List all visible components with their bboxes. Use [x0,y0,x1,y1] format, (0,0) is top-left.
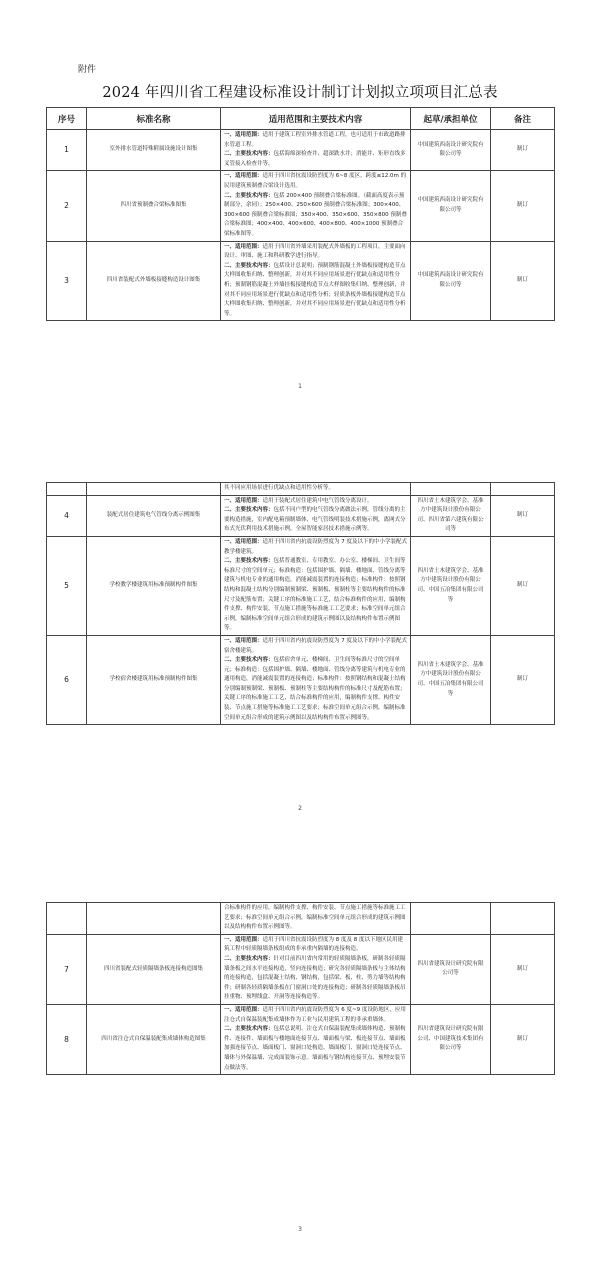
row-unit: 四川省土木建筑学会、基准方中建筑设计股份有限公司、中国五冶集团有限公司等 [411,635,491,724]
row-remark: 制订 [491,934,555,1004]
row-remark: 制订 [491,635,555,724]
tech-label: 二、主要技术内容： [224,955,274,962]
row-unit: 四川省土木建筑学会、基准方中建筑设计股份有限公司、四川省第六建筑有限公司等 [411,495,491,536]
row-unit: 四川省土木建筑学会、基准方中建筑设计股份有限公司、中国五冶集团有限公司等 [411,536,491,635]
continuation-text: 合标准构件的应用，编制构件支撑、构件安装、节点施工措施等标准施工工艺要求；标准空间单元组合示例，编制标准空间单元组合形成的建筑示例图以及结构构件布置示例图等。 [221,903,411,935]
table-header-row [47,108,555,130]
row-scope [221,536,411,635]
scope-text: 适用于建筑工程室外排水管道工程，也可适用于市政道路排水管道工程。 [224,132,406,148]
summary-table-page-2 [46,482,555,725]
tech-label: 二、主要技术内容： [224,262,274,269]
row-name: 学校教学楼建筑用标准预制构件图集 [87,536,221,635]
header-unit: 起草/承担单位 [411,108,491,130]
row-scope [221,934,411,1004]
scope-label: 一、适用范围： [224,132,263,138]
row-no: 4 [47,495,87,536]
scope-label: 一、适用范围： [224,936,263,943]
page-number: 3 [298,1226,302,1233]
row-name: 四川省注仓式自保温装配集成墙体构造图集 [87,1004,221,1074]
row-no: 1 [47,130,87,171]
scope-text: 适用于四川省抗震设防烈度为 6~8 度区，跨度≤12.0m 的民用建筑预制叠合梁设计选用。 [224,173,407,189]
table-row [47,130,555,171]
page-1 [0,0,600,420]
table-row [47,171,555,241]
row-unit: 中国建筑西南设计研究院有限公司等 [411,241,491,321]
row-remark: 制订 [491,536,555,635]
row-remark: 制订 [491,171,555,241]
page-number: 1 [298,383,302,390]
page-number: 2 [298,805,302,812]
row-remark: 制订 [491,241,555,321]
row-no: 6 [47,635,87,724]
table-row [47,934,555,1004]
page-2 [0,420,600,840]
table-row [47,536,555,635]
row-scope [221,1004,411,1074]
row-no: 7 [47,934,87,1004]
scope-text: 适用于四川省外墙采用装配式外墙板的工程项目，主要面向设计、审图、施工和科研教学进行指导。 [224,243,406,260]
tech-text: 包括海绵深检查井、超深跌水井；消能井、矩形直线多叉管接入检查井等。 [224,151,406,167]
tech-label: 二、主要技术内容： [224,1026,274,1033]
scope-label: 一、适用范围： [224,538,263,545]
scope-label: 一、适用范围： [224,1006,263,1013]
continuation-row [47,903,555,935]
scope-text: 适用于四川省内抗震设防烈度为 6 度~9 度设防地区，应用注仓式自保温装配集成墙体作为工业与民用建筑工程的非承重墙体。 [224,1006,406,1023]
continuation-text: 其不同应用场景进行优缺点和适用性分析等。 [221,483,411,496]
tech-label: 二、主要技术内容： [224,558,274,565]
table-row [47,241,555,321]
tech-text: 针对目前四川省内常用的轻质隔墙条板，研制各轻质隔墙条板之间水平连接构造，竖向连接构造；研究各轻质隔墙条板与主体结构的连接构造，包括混凝土结构、钢结构，包括梁、板、柱、剪力墙等结构构件；研制各轻质隔墙条板在门窗洞口处的连接构造；研制各轻质隔墙条板吊挂重物、预埋线盒、开洞等连接构造等。 [224,955,406,1001]
tech-label: 二、主要技术内容： [224,192,274,199]
row-name: 四川省装配式轻质隔墙条板连接构造图集 [87,934,221,1004]
row-unit: 中国建筑西南设计研究院有限公司等 [411,130,491,171]
row-no: 2 [47,171,87,241]
row-no: 5 [47,536,87,635]
scope-label: 一、适用范围： [224,173,263,180]
row-name: 室外排水管道特殊附属设施设计图集 [87,130,221,171]
tech-text: 包括总说明、注仓式自保温装配集成墙体构造、预制构件、连接件、墙面板与楼地面连接节点、墙面板与梁、板连接节点、墙面板加强连接节点、墙面板门、窗洞口处构造、墙面板门、窗洞口处连接节点、墙体与外保温墙、完成面装饰示意。墙面板与钢结构连接节点、预埋安装节点做法等。 [224,1026,406,1071]
page-title: 2024 年四川省工程建设标准设计制订计划拟立项项目汇总表 [102,85,498,101]
table-row [47,635,555,724]
row-unit: 中国建筑西南设计研究院有限公司等 [411,171,491,241]
row-scope [221,241,411,321]
header-remark: 备注 [491,108,555,130]
attachment-label: 附件 [78,65,97,75]
page-3 [0,840,600,1272]
row-name: 四川省预制叠合梁标准图集 [87,171,221,241]
row-name: 四川省装配式外墙板接缝构造设计图集 [87,241,221,321]
row-unit: 四川省建筑设计研究院有限公司、中国建筑技术集团有限公司等 [411,1004,491,1074]
row-scope [221,130,411,171]
continuation-row [47,483,555,496]
tech-text: 包括 200×400 预制叠合梁标准图。（截面高度表示预制部分，余同）；250×400、250×600 预制叠合梁标准图；300×400、300×600 预制叠合梁标准图；350×400、350×600、350×800 预制叠合梁标准图；400×400、400×600、400×800、400×1000 预制叠合梁标准图等。 [224,192,407,237]
tech-text: 包括设计总说明；预制钢筋混凝土外墙板接缝构造节点大样图收集归纳、整理创新，并对其不同应用场景进行优缺点和适用性分析；预制钢筋混凝土外墙挂板接缝构造节点大样图收集归纳、整理创新，并对其不同应用场景进行优缺点和适用性分析；轻质条板外墙板接缝构造节点大样图收集归纳、整理创新，并对其不同应用场景进行优缺点和适用性分析等。 [224,262,406,317]
scope-text: 适用于四川省抗震设防烈度为 8 度及 8 度以下地区民用建筑工程中轻质隔墙条板组成的非承重内隔墙的连接构造。 [224,936,404,953]
tech-text: 包括不同户型的电气管线分离做法示例，管线分离的主要构造措施，室内配电箱预制墙体、电气管线明装技术措施示例，离网式分布式光伏利用技术措施示例，全屋智能家居技术措施示例等。 [224,507,406,533]
scope-label: 一、适用范围： [224,637,263,644]
summary-table-page-3 [46,902,555,1075]
row-name: 装配式居住建筑电气管线分离示例图集 [87,495,221,536]
row-no: 3 [47,241,87,321]
table-row [47,495,555,536]
scope-label: 一、适用范围： [224,497,263,504]
header-name: 标准名称 [87,108,221,130]
row-remark: 制订 [491,130,555,171]
header-scope: 适用范围和主要技术内容 [221,108,411,130]
table-row [47,1004,555,1074]
tech-text: 包括普通教室、专用教室、办公室、楼梯间、卫生间等标准尺寸的空间单元；标准构造：包括围护墙、隔墙、楼地面、管线分离等建筑与机电专业的通用构造，消能减震装置的连接构造；标准构件：按照钢结构和混凝土结构分别编制预制梁、预制板、预制柱等主要结构构件的标准尺寸及配筋布置；关键工序的标准施工工艺，结合标准构件的应用，编制构件支撑、构件安装、节点施工措施等标准施工工艺要求；标准空间单元组合示例，编制标准空间单元组合形成的建筑示例图以及结构构件布置示例图等。 [224,558,406,632]
tech-label: 二、主要技术内容： [224,507,274,514]
scope-text: 适用于装配式居住建筑中电气管线分离设计。 [262,497,373,504]
scope-text: 适用于四川省内抗震设防烈度为 7 度及以下的中小学装配式宿舍楼建筑。 [224,637,408,654]
row-remark: 制订 [491,1004,555,1074]
row-no: 8 [47,1004,87,1074]
row-scope [221,171,411,241]
tech-text: 包括宿舍单元、楼梯间、卫生间等标准尺寸的空间单元；标准构造：包括围护墙、隔墙、楼地面、管线分离等建筑与机电专业的通用构造，消能减震装置的连接构造；标准构件：按照钢结构和混凝土结构分别编制预制梁、预制板、预制柱等主要结构构件的标准尺寸及配筋布置；关键工序的标准施工工艺，结合标准构件的应用，编制构件支撑、构件安装、节点施工措施等标准施工工艺要求；标准空间单元组合示例，编制标准空间单元组合形成的建筑示例图以及结构构件布置示例图等。 [224,657,406,721]
row-scope [221,635,411,724]
row-name: 学校宿舍楼建筑用标准预制构件图集 [87,635,221,724]
row-remark: 制订 [491,495,555,536]
header-no: 序号 [47,108,87,130]
scope-text: 适用于四川省内抗震设防烈度为 7 度及以下的中小学装配式教学楼建筑。 [224,538,408,555]
tech-label: 二、主要技术内容： [224,151,274,158]
scope-label: 一、适用范围： [224,243,263,250]
row-unit: 四川省建筑设计研究院有限公司等 [411,934,491,1004]
row-scope [221,495,411,536]
summary-table-page-1 [46,107,555,321]
tech-label: 二、主要技术内容： [224,657,274,664]
